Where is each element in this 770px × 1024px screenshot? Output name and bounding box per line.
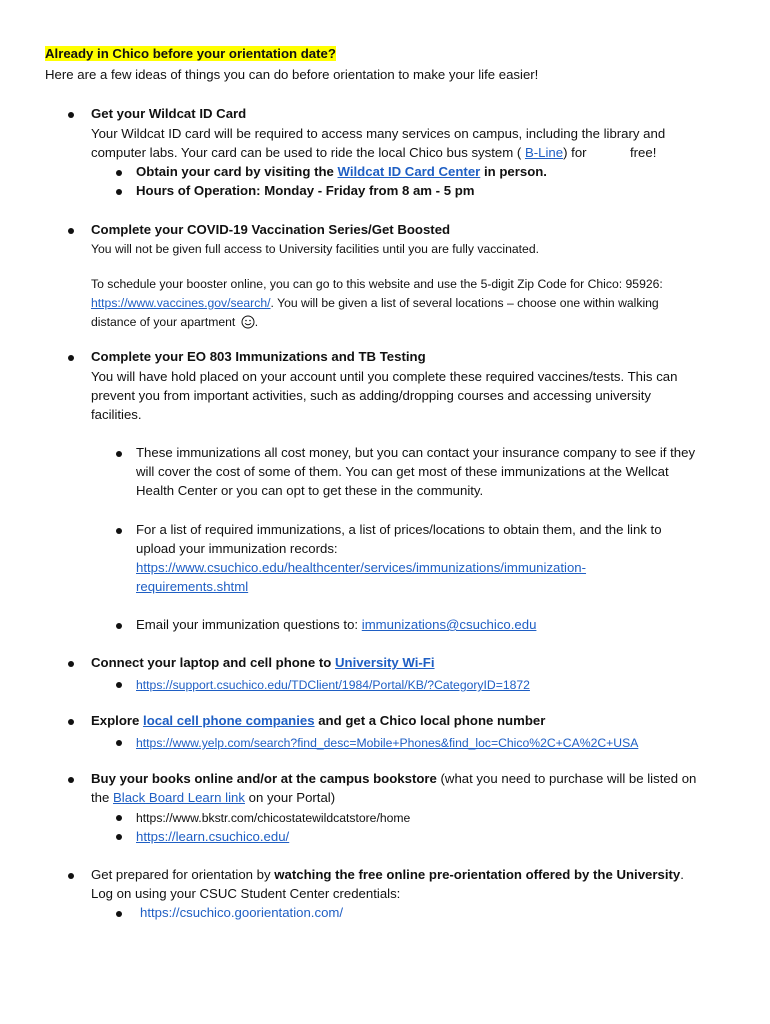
- bullet-icon: [68, 777, 74, 783]
- wildcat-body-2: computer labs. Your card can be used to ride the local Chico bus system ( B-Line) for: [91, 145, 587, 160]
- learn-link[interactable]: https://learn.csuchico.edu/: [136, 829, 290, 844]
- wildcat-sub-1: Obtain your card by visiting the Wildcat ID Card Center in person.: [136, 164, 547, 179]
- university-wifi-link[interactable]: University Wi-Fi: [334, 655, 435, 670]
- bullet-icon: [116, 170, 122, 176]
- yelp-link[interactable]: https://www.yelp.com/search?find_desc=Mobile+Phones&find_loc=Chico%2C+CA%2C+USA: [136, 736, 639, 750]
- blackboard-learn-link[interactable]: Black Board Learn link: [113, 790, 245, 805]
- books-line-2: the Black Board Learn link on your Portal): [91, 790, 336, 805]
- eo803-sub-1-line-2: will cover the cost of some of them. You can get most of these immunizations at the Wellcat: [136, 464, 669, 479]
- eo803-body-3: facilities.: [91, 407, 142, 422]
- bullet-icon: [68, 112, 74, 118]
- bullet-icon: [116, 911, 122, 917]
- wildcat-id-card-center-link[interactable]: Wildcat ID Card Center: [337, 164, 481, 179]
- eo803-body-1: You will have hold placed on your account until you complete these required vaccines/tests. This can: [91, 369, 678, 384]
- intro-heading: Already in Chico before your orientation date?: [45, 46, 336, 61]
- wifi-support-link[interactable]: https://support.csuchico.edu/TDClient/1984/Portal/KB/?CategoryID=1872: [136, 678, 530, 692]
- bullet-icon: [68, 661, 74, 667]
- covid-line-4: distance of your apartment .: [91, 315, 259, 329]
- bline-link[interactable]: B-Line: [524, 145, 564, 160]
- eo803-sub-2-line-2: upload your immunization records:: [136, 541, 338, 556]
- eo803-sub-2-line-1: For a list of required immunizations, a list of prices/locations to obtain them, and the link to: [136, 522, 662, 537]
- eo803-sub-3: Email your immunization questions to: immunizations@csuchico.edu: [136, 617, 537, 632]
- bullet-icon: [116, 815, 122, 821]
- eo803-sub-1-line-3: Health Center or you can opt to get these in the community.: [136, 483, 484, 498]
- bullet-icon: [68, 719, 74, 725]
- immunizations-email-link[interactable]: immunizations@csuchico.edu: [361, 617, 537, 632]
- intro-text: Here are a few ideas of things you can do before orientation to make your life easier!: [45, 67, 539, 82]
- covid-line-2: To schedule your booster online, you can go to this website and use the 5-digit Zip Code for Chico: 95926:: [91, 277, 663, 291]
- covid-line-3: https://www.vaccines.gov/search/. You will be given a list of several locations – choose one within walking: [91, 296, 659, 310]
- covid-line-1: You will not be given full access to University facilities until you are fully vaccinated.: [91, 242, 539, 256]
- eo803-sub-1-line-1: These immunizations all cost money, but you can contact your insurance company to see if they: [136, 445, 696, 460]
- bullet-icon: [116, 528, 122, 534]
- wildcat-free: free!: [630, 145, 657, 160]
- smiley-icon: [241, 315, 255, 329]
- bullet-icon: [116, 451, 122, 457]
- eo803-title: Complete your EO 803 Immunizations and TB Testing: [91, 349, 426, 364]
- covid-title: Complete your COVID-19 Vaccination Series/Get Boosted: [91, 222, 451, 237]
- wildcat-sub-2: Hours of Operation: Monday - Friday from 8 am - 5 pm: [136, 183, 475, 198]
- wildcat-body-1: Your Wildcat ID card will be required to access many services on campus, including the library and: [91, 126, 666, 141]
- eo803-body-2: prevent you from important activities, such as adding/dropping courses and accessing university: [91, 388, 652, 403]
- bullet-icon: [116, 682, 122, 688]
- vaccines-gov-link[interactable]: https://www.vaccines.gov/search/: [91, 296, 271, 310]
- bullet-icon: [116, 623, 122, 629]
- bullet-icon: [116, 834, 122, 840]
- bullet-icon: [68, 228, 74, 234]
- cell-phone-companies-link[interactable]: local cell phone companies: [143, 713, 315, 728]
- bullet-icon: [68, 355, 74, 361]
- bookstore-link[interactable]: https://www.bkstr.com/chicostatewildcatstore/home: [136, 811, 411, 825]
- bullet-icon: [116, 189, 122, 195]
- wildcat-title: Get your Wildcat ID Card: [91, 106, 247, 121]
- orientation-line-2: Log on using your CSUC Student Center credentials:: [91, 886, 401, 901]
- immunization-requirements-link-2[interactable]: requirements.shtml: [136, 579, 249, 594]
- books-title: Buy your books online and/or at the campus bookstore (what you need to purchase will be listed on: [91, 771, 697, 786]
- goorientation-link[interactable]: https://csuchico.goorientation.com/: [140, 905, 344, 920]
- phone-title: Explore local cell phone companies and get a Chico local phone number: [91, 713, 546, 728]
- bullet-icon: [68, 873, 74, 879]
- immunization-requirements-link-1[interactable]: https://www.csuchico.edu/healthcenter/services/immunizations/immunization-: [136, 560, 587, 575]
- wifi-title: Connect your laptop and cell phone to University Wi-Fi: [91, 655, 435, 670]
- bullet-icon: [116, 740, 122, 746]
- orientation-line-1: Get prepared for orientation by watching the free online pre-orientation offered by the University.: [91, 867, 684, 882]
